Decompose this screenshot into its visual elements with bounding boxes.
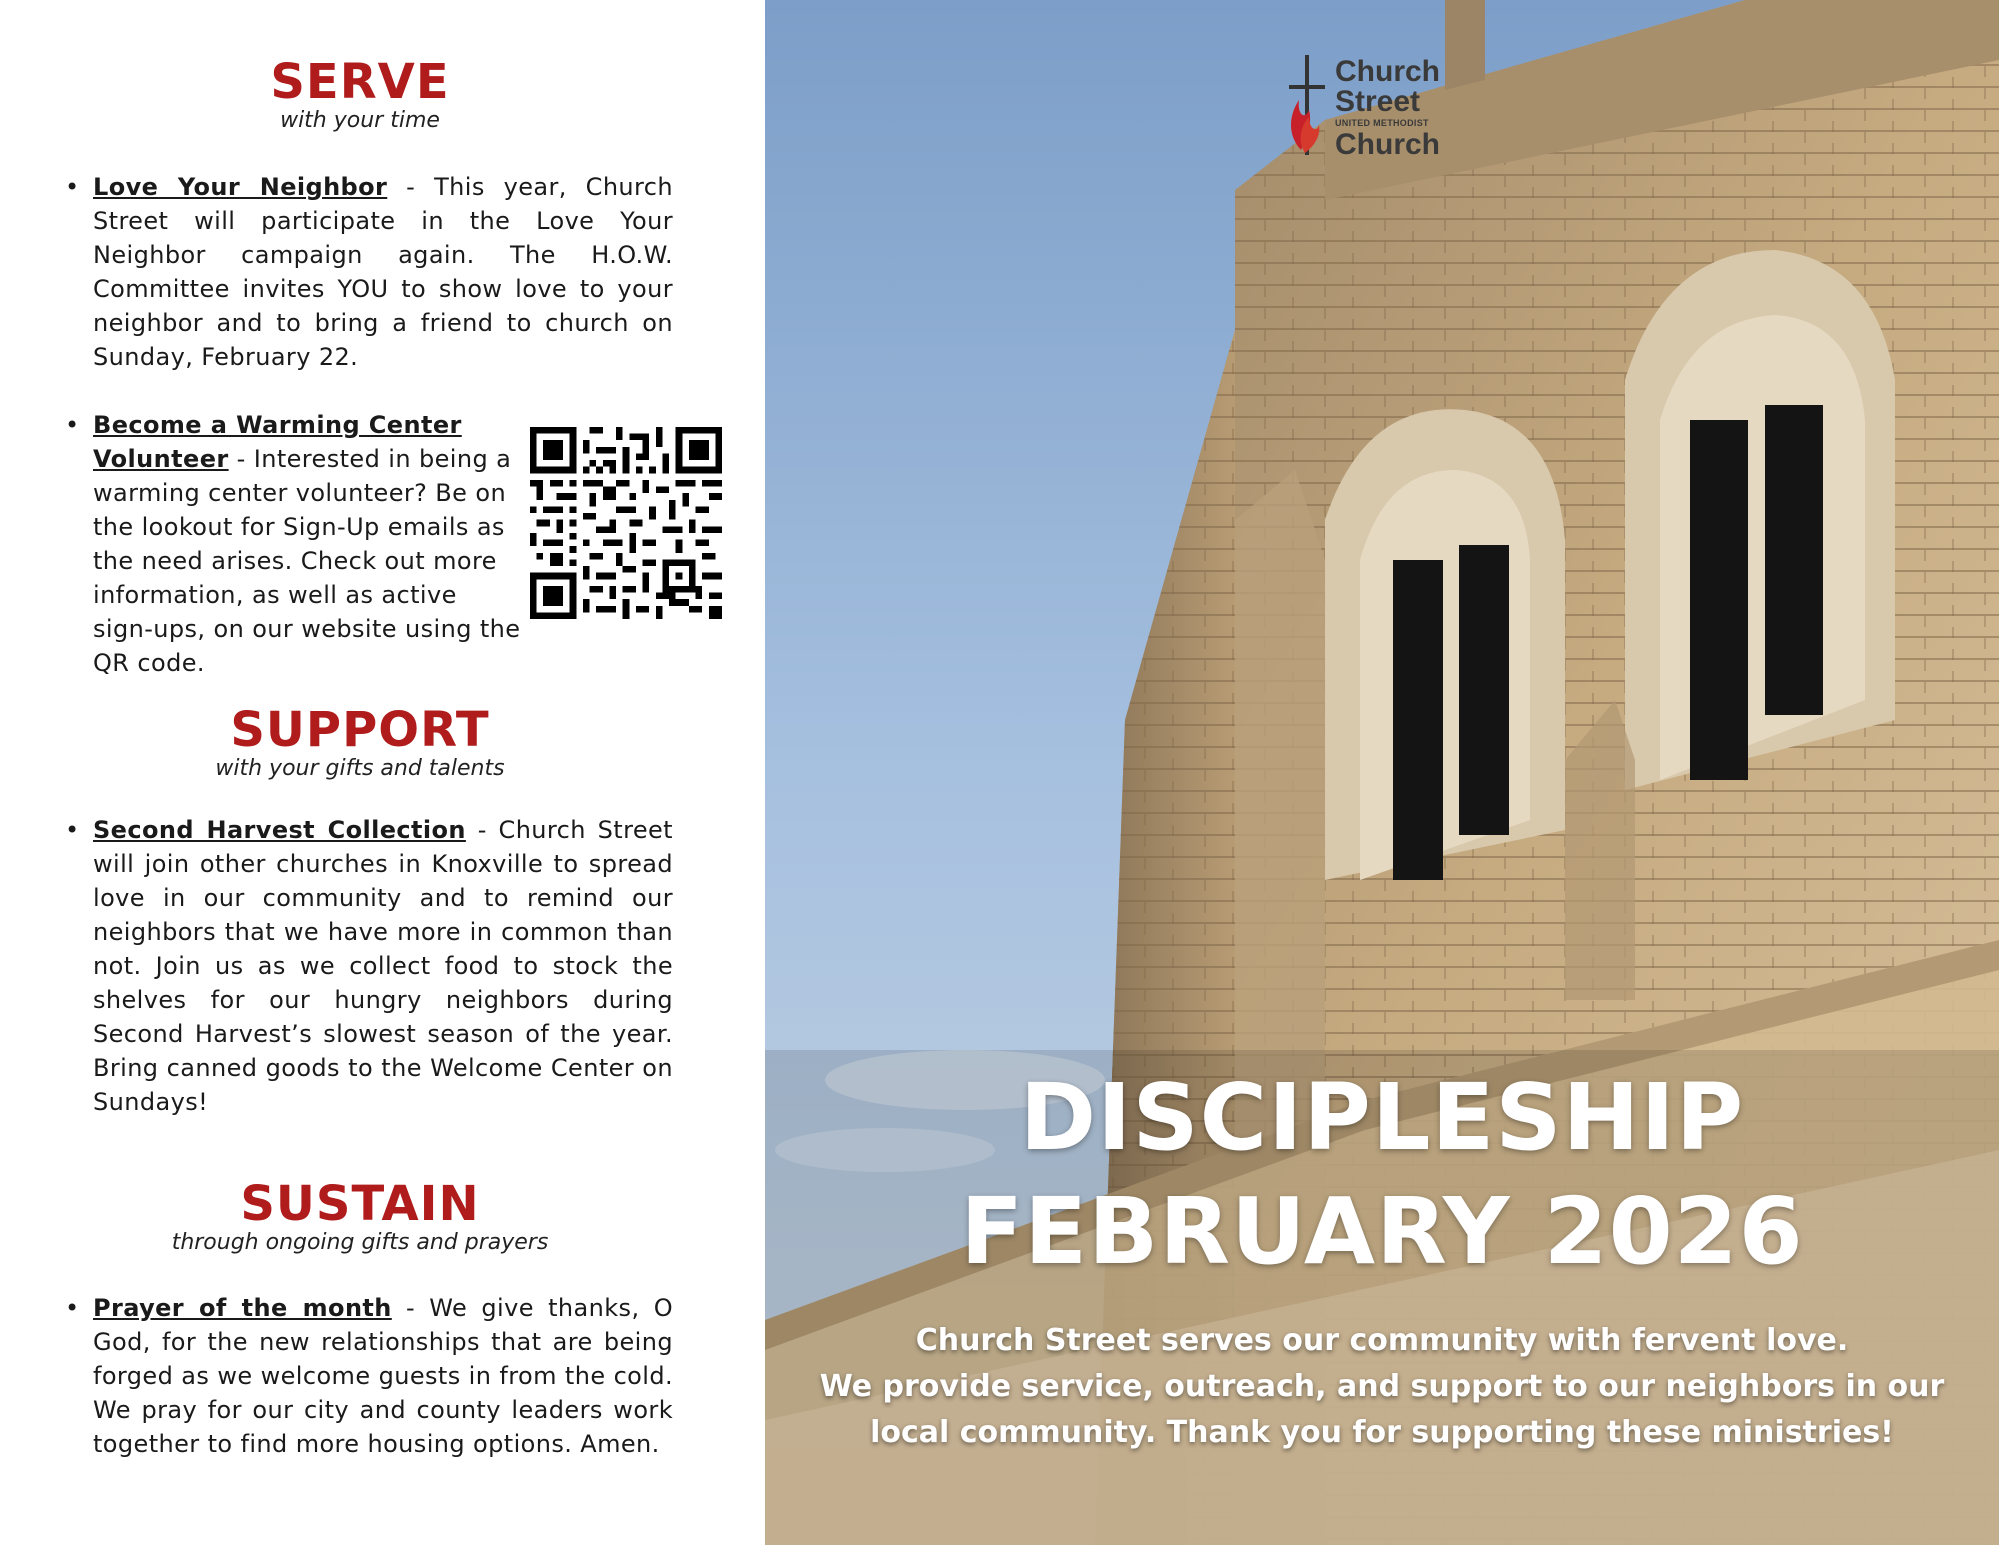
list-item-warming-center <box>65 408 523 680</box>
item-text: - Interested in being a warming center volunteer? Be on the lookout for Sign-Up emails as the need arises. Check out more information, as well as active sign-ups, on our website using the QR code. <box>93 445 521 677</box>
serve-title: SERVE <box>270 54 450 110</box>
list-item-second-harvest <box>65 813 673 1119</box>
list-item-prayer <box>65 1291 673 1461</box>
church-tower-image <box>765 0 1999 1545</box>
qr-code-icon[interactable] <box>530 427 722 619</box>
logo-line-3: UNITED METHODIST <box>1335 118 1429 128</box>
support-header <box>0 702 720 781</box>
cover-title-line-2: FEBRUARY 2026 <box>960 1178 1804 1285</box>
left-panel <box>0 0 765 1545</box>
support-title: SUPPORT <box>230 702 490 758</box>
logo-line-1: Church <box>1335 55 1440 88</box>
item-text: - This year, Church Street will participate in the Love Your Neighbor campaign again. The H.O.W. Committee invites YOU to show love to your neighbor and to bring a friend to church on Sunday, February 22. <box>93 173 673 371</box>
logo-line-2: Street <box>1335 85 1421 118</box>
item-title: Become a Warming Center Volunteer <box>93 411 462 473</box>
cover-tagline-line-2: We provide service, outreach, and support to our neighbors in our <box>819 1369 1945 1404</box>
bullet-icon: • <box>65 1294 80 1322</box>
cross-and-flame-icon <box>1283 55 1331 165</box>
cover-tagline-line-3: local community. Thank you for supporting these ministries! <box>870 1415 1894 1450</box>
bullet-icon: • <box>65 173 80 201</box>
logo-line-4: Church <box>1335 128 1440 161</box>
item-text: - We give thanks, O God, for the new relationships that are being forged as we welcome guests in from the cold. We pray for our city and county leaders work together to find more housing options. Amen. <box>93 1294 673 1458</box>
cover-tagline-line-1: Church Street serves our community with fervent love. <box>915 1323 1849 1358</box>
item-title: Prayer of the month <box>93 1294 392 1322</box>
church-logo <box>1283 55 1483 165</box>
list-item-love-your-neighbor <box>65 170 673 374</box>
serve-subtitle: with your time <box>280 108 440 133</box>
support-subtitle: with your gifts and talents <box>215 756 505 781</box>
sustain-title: SUSTAIN <box>240 1176 480 1232</box>
cover-title-line-1: DISCIPLESHIP <box>1019 1064 1745 1171</box>
cover-photo <box>765 0 1999 1545</box>
sustain-subtitle: through ongoing gifts and prayers <box>171 1230 549 1255</box>
serve-header <box>0 54 720 133</box>
bullet-icon: • <box>65 816 80 844</box>
item-text: - Church Street will join other churches in Knoxville to spread love in our community and to remind our neighbors that we have more in common than not. Join us as we collect food to stock the shelves for our hungry neighbors during Second Harvest’s slowest season of the year. Bring canned goods to the Welcome Center on Sundays! <box>93 816 673 1116</box>
item-title: Second Harvest Collection <box>93 816 466 844</box>
sustain-header <box>0 1176 720 1255</box>
item-title: Love Your Neighbor <box>93 173 388 201</box>
bullet-icon: • <box>65 411 80 439</box>
